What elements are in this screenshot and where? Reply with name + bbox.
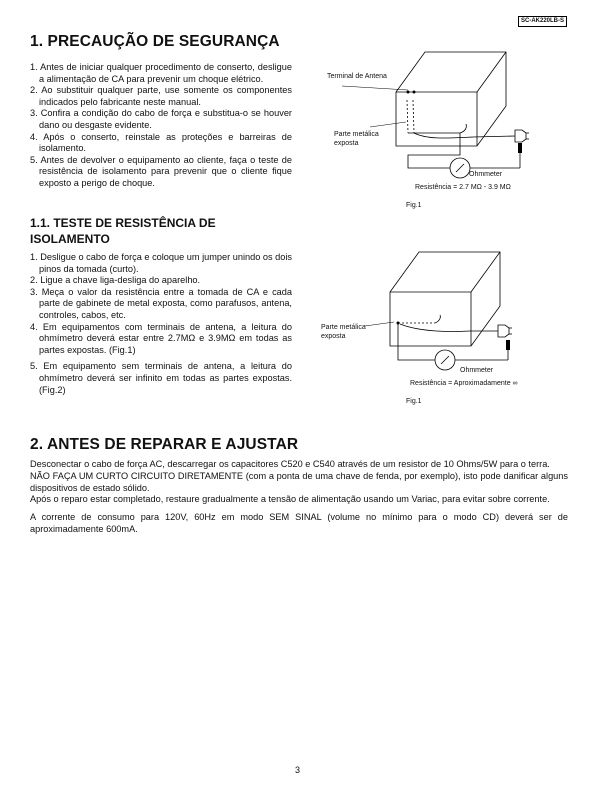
- section11-title: [30, 215, 216, 247]
- section11-title-line1: 1.1. TESTE DE RESISTÊNCIA DE: [30, 216, 216, 230]
- fig1-caption: Fig.1: [406, 202, 422, 209]
- section2-para3: Após o reparo estar completado, restaure gradualmente a tensão de alimentação usando um Variac, para evitar sobre corrente.: [30, 494, 550, 504]
- list-item: 5. Em equipamento sem terminais de antena, a leitura do ohmímetro deverá ser infinito em todas as partes expostas. (Fig.2): [30, 361, 292, 395]
- fig1-resistance: Resistência = 2.7 MΩ - 3.9 MΩ: [415, 184, 511, 191]
- list-item: 3. Meça o valor da resistência entre a tomada de CA e cada parte de gabinete de metal exposta, como parafusos, antena, controles, cabos, etc.: [30, 286, 292, 320]
- fig1-meter-label: Ohmmeter: [469, 171, 503, 178]
- list-item: 2. Ligue a chave liga-desliga do aparelho.: [30, 275, 201, 286]
- list-item: 4. Em equipamentos com terminais de antena, a leitura do ohmímetro deverá estar entre 2.7MΩ e 3.9MΩ em todas as partes expostas. (Fig.1): [30, 321, 292, 355]
- fig1-cabinet-outline: [396, 52, 506, 146]
- model-code: SC-AK220LB-S: [518, 16, 567, 27]
- section2-title: 2. ANTES DE REPARAR E AJUSTAR: [30, 436, 299, 453]
- fig1-metal-line2: exposta: [334, 140, 359, 147]
- fig1-antenna-label: Terminal de Antena: [327, 73, 387, 80]
- fig1-metal-label: [334, 130, 379, 148]
- section11-title-line2: ISOLAMENTO: [30, 232, 110, 246]
- fig2-meter-label: Ohmmeter: [460, 367, 494, 374]
- fig2-metal-line1: Parte metálica: [321, 324, 366, 331]
- section2-para4: A corrente de consumo para 120V, 60Hz em modo SEM SINAL (volume no mínimo para o modo CD) deverá ser de aproximadamente 600mA.: [30, 512, 568, 534]
- list-item: 1. Desligue o cabo de força e coloque um jumper unindo os dois pinos da tomada (curto).: [30, 252, 293, 274]
- fig2-diagram: [310, 240, 570, 400]
- list-item: 4. Após o conserto, reinstale as proteções e barreiras de isolamento.: [30, 131, 292, 154]
- list-item: 1. Antes de iniciar qualquer procedimento de conserto, desligue a alimentação de CA para prevenir um choque elétrico.: [30, 62, 292, 84]
- safety-list: [30, 62, 292, 190]
- section2-para2: NÃO FAÇA UM CURTO CIRCUITO DIRETAMENTE (com a ponta de uma chave de fenda, por exemplo), isto pode danificar alguns dispositivos de estado sólido.: [30, 471, 568, 493]
- list-item: 2. Ao substituir qualquer parte, use somente os componentes indicados pelo fabricante neste manual.: [30, 85, 292, 107]
- fig2-metal-label: [321, 323, 366, 341]
- fig2-cabinet-outline: [390, 252, 500, 346]
- test-list: [30, 252, 292, 396]
- fig2-caption: Fig.1: [406, 398, 422, 405]
- fig1-metal-line1: Parte metálica: [334, 131, 379, 138]
- list-item: 3. Confira a condição do cabo de força e substitua-o se houver dano ou desgaste evidente.: [30, 108, 292, 130]
- list-item: 5. Antes de devolver o equipamento ao cliente, faça o teste de resistência de isolamento para prevenir que o cliente fique exposto a perigo de choque.: [30, 154, 292, 188]
- section2-para1: Desconectar o cabo de força AC, descarregar os capacitores C520 e C540 através de um resistor de 10 Ohms/5W para o terra.: [30, 459, 550, 469]
- fig2-resistance: Resistência = Aproximadamente ∞: [410, 380, 518, 387]
- section1-title: 1. PRECAUÇÃO DE SEGURANÇA: [30, 33, 280, 50]
- fig2-metal-line2: exposta: [321, 333, 346, 340]
- page-number: 3: [294, 765, 300, 775]
